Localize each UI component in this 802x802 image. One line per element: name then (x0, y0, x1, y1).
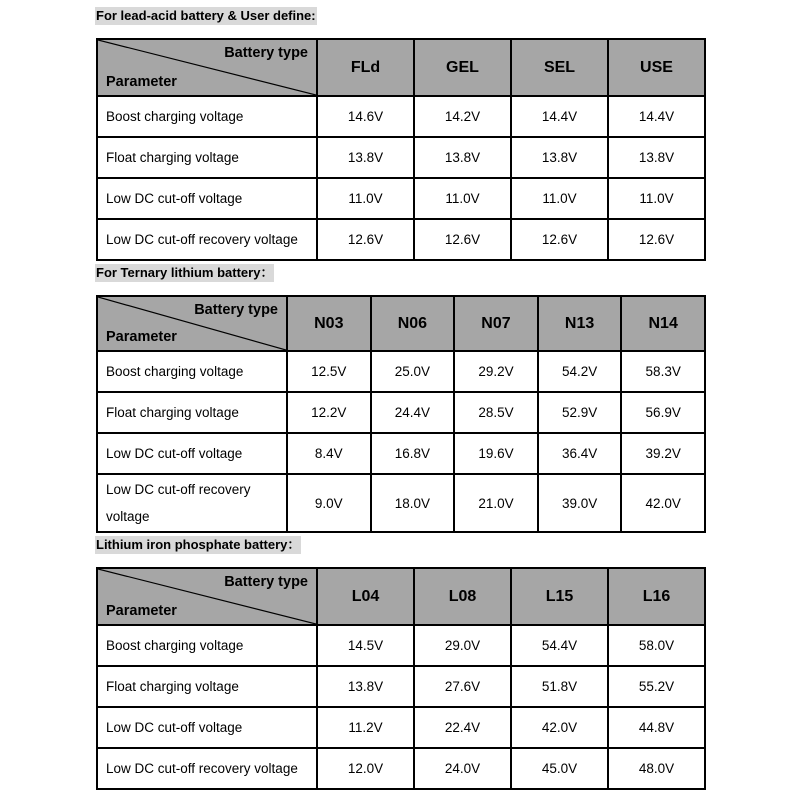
value-cell: 29.0V (414, 625, 511, 666)
value-cell: 14.6V (317, 96, 414, 137)
section-heading-ternary-lithium: For Ternary lithium battery： (96, 265, 274, 280)
value-cell: 12.0V (317, 748, 414, 789)
param-cell: Low DC cut-off recovery voltage (97, 474, 287, 532)
value-cell: 27.6V (414, 666, 511, 707)
value-cell: 8.4V (287, 433, 371, 474)
value-cell: 11.0V (608, 178, 705, 219)
value-cell: 11.0V (317, 178, 414, 219)
value-cell: 14.5V (317, 625, 414, 666)
param-cell: Float charging voltage (97, 392, 287, 433)
column-header: N07 (454, 296, 538, 351)
table-row (97, 392, 705, 433)
value-cell: 28.5V (454, 392, 538, 433)
value-cell: 52.9V (538, 392, 622, 433)
param-cell: Low DC cut-off recovery voltage (97, 219, 317, 260)
value-cell: 18.0V (371, 474, 455, 532)
value-cell: 16.8V (371, 433, 455, 474)
value-cell: 25.0V (371, 351, 455, 392)
value-cell: 21.0V (454, 474, 538, 532)
value-cell: 51.8V (511, 666, 608, 707)
param-cell: Boost charging voltage (97, 351, 287, 392)
column-header: N13 (538, 296, 622, 351)
table-header-row (97, 568, 705, 625)
value-cell: 13.8V (414, 137, 511, 178)
lead-acid-table (96, 38, 706, 261)
param-cell: Low DC cut-off voltage (97, 707, 317, 748)
value-cell: 39.2V (621, 433, 705, 474)
value-cell: 39.0V (538, 474, 622, 532)
lifepo4-table (96, 567, 706, 790)
value-cell: 19.6V (454, 433, 538, 474)
parameter-label: Parameter (106, 329, 177, 345)
column-header: SEL (511, 39, 608, 96)
value-cell: 45.0V (511, 748, 608, 789)
corner-header-cell (97, 568, 317, 625)
column-header: L04 (317, 568, 414, 625)
column-header: FLd (317, 39, 414, 96)
battery-type-label: Battery type (224, 574, 308, 590)
table-row (97, 96, 705, 137)
table-row (97, 219, 705, 260)
value-cell: 14.4V (511, 96, 608, 137)
column-header: N06 (371, 296, 455, 351)
battery-type-label: Battery type (224, 45, 308, 61)
column-header: N03 (287, 296, 371, 351)
value-cell: 48.0V (608, 748, 705, 789)
param-cell: Low DC cut-off voltage (97, 178, 317, 219)
column-header: L15 (511, 568, 608, 625)
value-cell: 12.6V (608, 219, 705, 260)
column-header: L08 (414, 568, 511, 625)
value-cell: 12.6V (414, 219, 511, 260)
corner-header-cell (97, 296, 287, 351)
table-row (97, 666, 705, 707)
value-cell: 12.6V (317, 219, 414, 260)
table-row (97, 625, 705, 666)
section-heading-lifepo4: Lithium iron phosphate battery： (96, 537, 301, 552)
value-cell: 12.2V (287, 392, 371, 433)
value-cell: 11.0V (511, 178, 608, 219)
value-cell: 54.2V (538, 351, 622, 392)
corner-header-cell (97, 39, 317, 96)
column-header: USE (608, 39, 705, 96)
value-cell: 12.6V (511, 219, 608, 260)
parameter-label: Parameter (106, 74, 177, 90)
value-cell: 12.5V (287, 351, 371, 392)
value-cell: 54.4V (511, 625, 608, 666)
param-cell: Boost charging voltage (97, 625, 317, 666)
table-row (97, 433, 705, 474)
value-cell: 14.2V (414, 96, 511, 137)
table-row (97, 137, 705, 178)
value-cell: 11.2V (317, 707, 414, 748)
column-header: N14 (621, 296, 705, 351)
value-cell: 24.0V (414, 748, 511, 789)
value-cell: 9.0V (287, 474, 371, 532)
table-row (97, 178, 705, 219)
table-header-row (97, 296, 705, 351)
value-cell: 14.4V (608, 96, 705, 137)
value-cell: 29.2V (454, 351, 538, 392)
column-header: GEL (414, 39, 511, 96)
param-cell: Boost charging voltage (97, 96, 317, 137)
value-cell: 56.9V (621, 392, 705, 433)
value-cell: 11.0V (414, 178, 511, 219)
value-cell: 58.3V (621, 351, 705, 392)
value-cell: 24.4V (371, 392, 455, 433)
table-header-row (97, 39, 705, 96)
value-cell: 36.4V (538, 433, 622, 474)
value-cell: 58.0V (608, 625, 705, 666)
param-cell: Low DC cut-off voltage (97, 433, 287, 474)
parameter-label: Parameter (106, 603, 177, 619)
value-cell: 13.8V (511, 137, 608, 178)
value-cell: 42.0V (511, 707, 608, 748)
table-row (97, 707, 705, 748)
table-row (97, 748, 705, 789)
value-cell: 44.8V (608, 707, 705, 748)
ternary-lithium-table (96, 295, 706, 533)
value-cell: 55.2V (608, 666, 705, 707)
param-cell: Float charging voltage (97, 137, 317, 178)
table-row (97, 474, 705, 532)
param-cell: Float charging voltage (97, 666, 317, 707)
section-heading-lead-acid: For lead-acid battery & User define: (96, 8, 316, 23)
battery-type-label: Battery type (194, 302, 278, 318)
value-cell: 42.0V (621, 474, 705, 532)
param-cell: Low DC cut-off recovery voltage (97, 748, 317, 789)
value-cell: 22.4V (414, 707, 511, 748)
value-cell: 13.8V (608, 137, 705, 178)
value-cell: 13.8V (317, 666, 414, 707)
table-row (97, 351, 705, 392)
column-header: L16 (608, 568, 705, 625)
value-cell: 13.8V (317, 137, 414, 178)
